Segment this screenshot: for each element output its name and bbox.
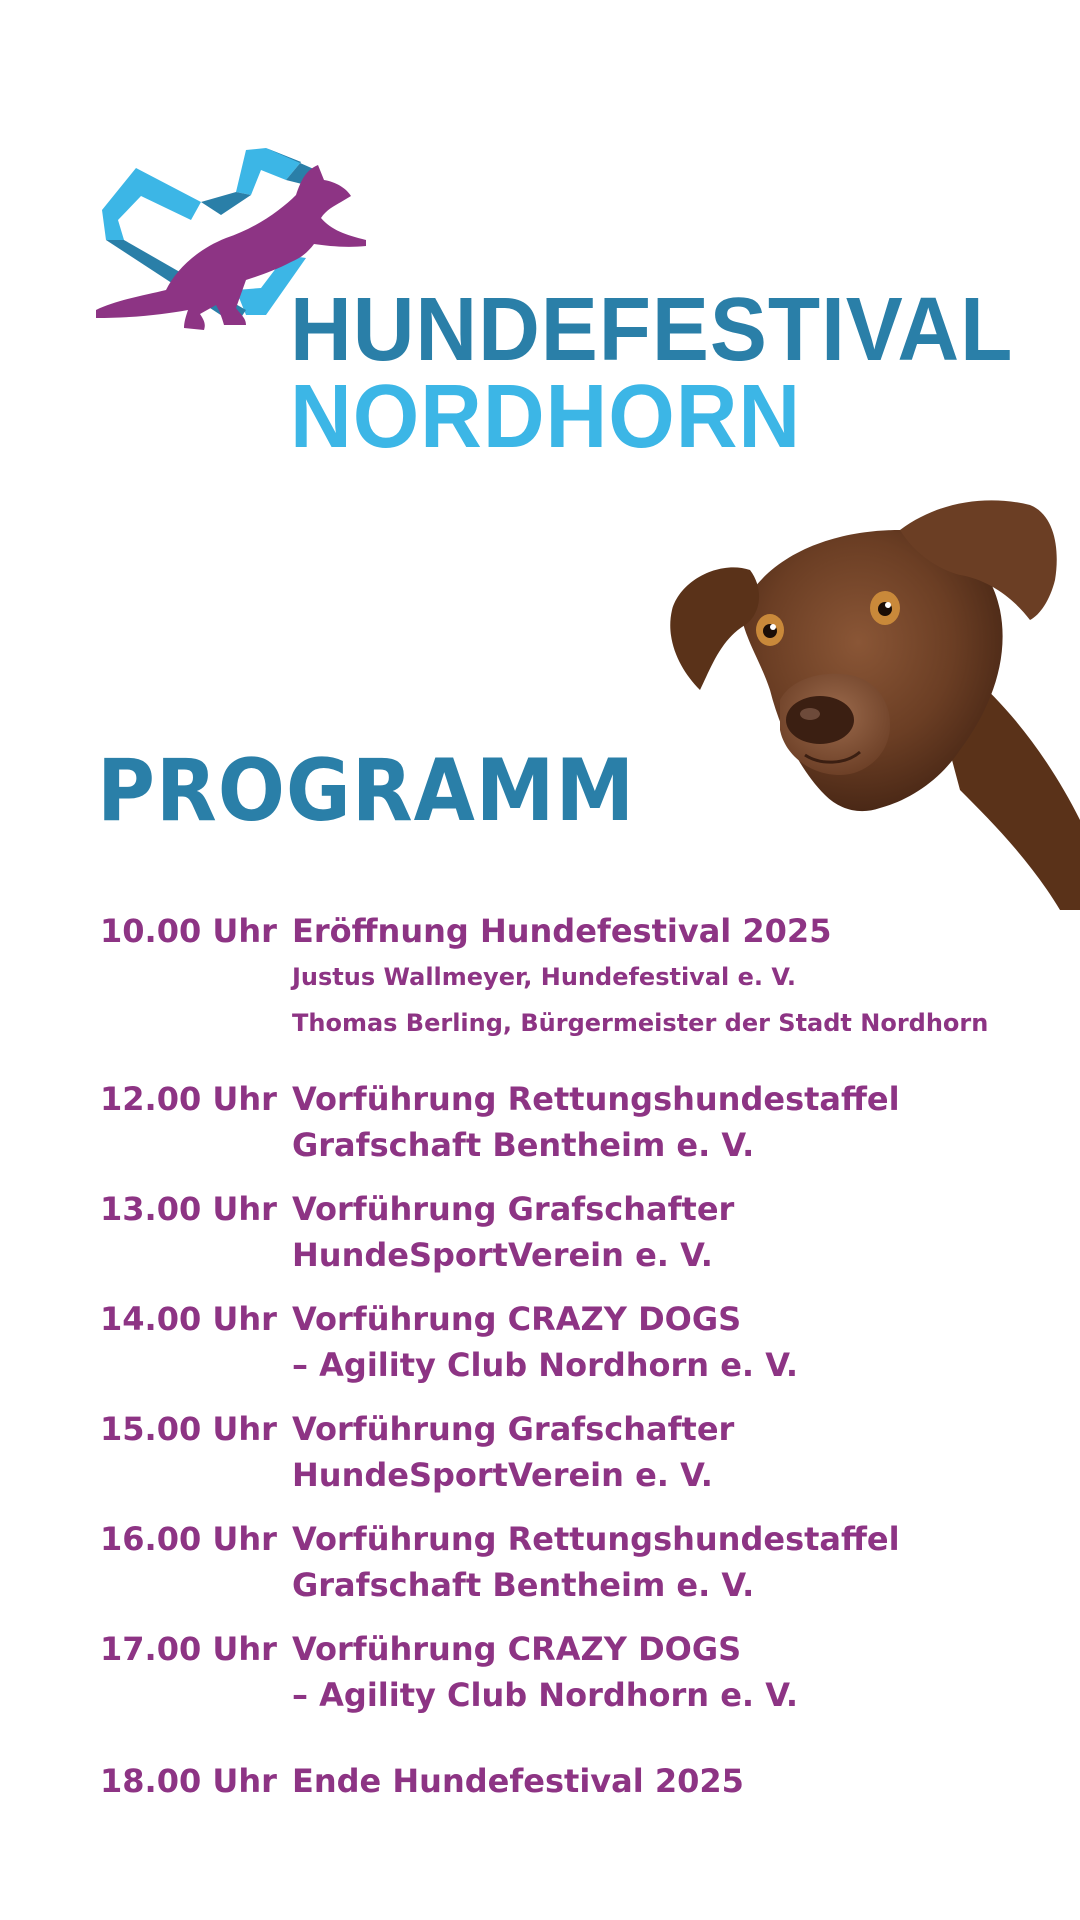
- program-time: 15.00 Uhr: [100, 1410, 277, 1448]
- program-speaker: Thomas Berling, Bürgermeister der Stadt Nordhorn: [292, 1009, 989, 1037]
- brand-wordmark: [290, 280, 1051, 467]
- program-description: [292, 1076, 1060, 1168]
- program-title: HundeSportVerein e. V.: [292, 1236, 713, 1274]
- program-description: [292, 1758, 1060, 1804]
- program-title: Ende Hundefestival 2025: [292, 1762, 744, 1800]
- program-title: Vorführung Grafschafter: [292, 1410, 735, 1448]
- program-title: Grafschaft Bentheim e. V.: [292, 1126, 755, 1164]
- dog-photo: [660, 490, 1080, 910]
- program-time: 12.00 Uhr: [100, 1080, 277, 1118]
- program-title: – Agility Club Nordhorn e. V.: [292, 1676, 799, 1714]
- program-item: [100, 1406, 1060, 1498]
- page-title: PROGRAMM: [97, 741, 636, 841]
- program-description: [292, 1516, 1060, 1608]
- program-time: 13.00 Uhr: [100, 1190, 277, 1228]
- program-title: Eröffnung Hundefestival 2025: [292, 912, 832, 950]
- dog-head-icon: [660, 490, 1080, 910]
- program-item: [100, 1076, 1060, 1168]
- program-title: Vorführung Rettungshundestaffel: [292, 1080, 900, 1118]
- program-time: 14.00 Uhr: [100, 1300, 277, 1338]
- program-description: [292, 1626, 1060, 1718]
- program-description: [292, 1186, 1060, 1278]
- program-item: [100, 1758, 1060, 1804]
- program-description: [292, 908, 1060, 1046]
- program-title: HundeSportVerein e. V.: [292, 1456, 713, 1494]
- brand-line-2: NORDHORN: [290, 367, 802, 467]
- program-title: Vorführung Rettungshundestaffel: [292, 1520, 900, 1558]
- program-item: [100, 1626, 1060, 1718]
- program-title: Vorführung CRAZY DOGS: [292, 1630, 742, 1668]
- program-item: [100, 1516, 1060, 1608]
- program-title: – Agility Club Nordhorn e. V.: [292, 1346, 799, 1384]
- program-title: Vorführung Grafschafter: [292, 1190, 735, 1228]
- program-time: 18.00 Uhr: [100, 1762, 277, 1800]
- program-time: 17.00 Uhr: [100, 1630, 277, 1668]
- program-description: [292, 1296, 1060, 1388]
- program-title: Grafschaft Bentheim e. V.: [292, 1566, 755, 1604]
- brand-line-1: HUNDEFESTIVAL: [290, 280, 1014, 380]
- program-time: 16.00 Uhr: [100, 1520, 277, 1558]
- program-item: [100, 1186, 1060, 1278]
- program-speaker: Justus Wallmeyer, Hundefestival e. V.: [292, 963, 796, 991]
- program-item: [100, 1296, 1060, 1388]
- program-title: Vorführung CRAZY DOGS: [292, 1300, 742, 1338]
- program-item: [100, 908, 1060, 1046]
- program-list: [100, 908, 1060, 1822]
- program-time: 10.00 Uhr: [100, 912, 277, 950]
- program-description: [292, 1406, 1060, 1498]
